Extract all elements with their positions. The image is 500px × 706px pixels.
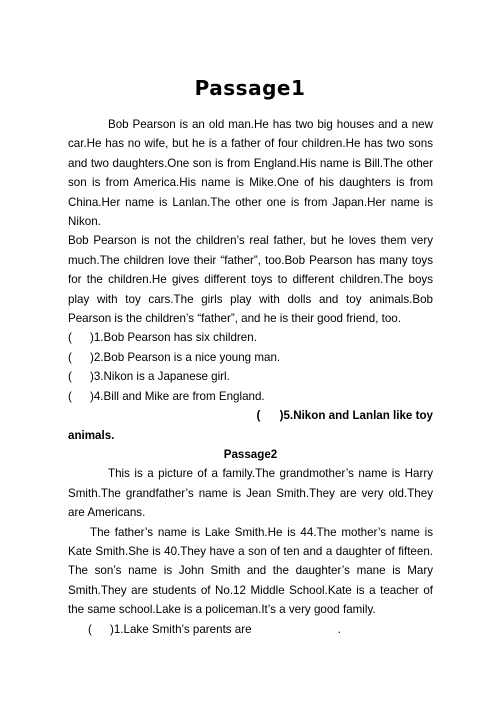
passage1-paragraph-2: Bob Pearson is not the children’s real father, but he loves them very much.The children love their “father”, too.Bob Pearson has many toys for the children.He gives different toys to different children.The boys play with toy cars.The girls play with dolls and toy animals.Bob Pearson is the children’s “father”, and he is their good friend, too. xyxy=(68,234,433,326)
question-text: )1.Lake Smith’s parents are xyxy=(110,622,252,636)
answer-paren[interactable]: ( xyxy=(68,331,72,345)
question-1 xyxy=(68,328,433,347)
passage2-paragraph-2: The father’s name is Lake Smith.He is 44.The mother’s name is Kate Smith.She is 40.They have a son of ten and a daughter of fifteen. The son’s name is John Smith and the daughter’s mane is Mary Smith.They are students of No.12 Middle School.Kate is a teacher of the same school.Lake is a policeman.It’s a very good family. xyxy=(68,525,433,617)
document-body xyxy=(68,115,433,639)
answer-paren[interactable]: ( xyxy=(68,389,72,403)
answer-paren[interactable]: ( xyxy=(88,622,92,636)
passage1-paragraph-1: Bob Pearson is an old man.He has two big houses and a new car.He has no wife, but he is a father of four children.He has two sons and two daughters.One son is from England.His name is Bill.The other son is from America.His name is Mike.One of his daughters is from China.Her name is Lanlan.The other one is from Japan.Her name is Nikon. xyxy=(68,118,433,229)
question-text: )2.Bob Pearson is a nice young man. xyxy=(90,350,281,364)
question-5-continuation: animals. xyxy=(68,428,115,442)
answer-paren[interactable]: ( xyxy=(68,370,72,384)
answer-paren[interactable]: ( xyxy=(68,350,72,364)
question-4 xyxy=(68,387,433,406)
question-end: . xyxy=(337,622,341,636)
passage2-title: Passage2 xyxy=(223,447,278,461)
passage1-title: Passage1 xyxy=(194,76,306,100)
question-2 xyxy=(68,348,433,367)
passage2-question-1 xyxy=(68,620,433,639)
question-text: )4.Bill and Mike are from England. xyxy=(90,389,265,403)
question-text: )3.Nikon is a Japanese girl. xyxy=(90,370,230,384)
passage2-paragraph-1: This is a picture of a family.The grandmother’s name is Harry Smith.The grandfather’s name is Jean Smith.They are very old.They are Americans. xyxy=(68,467,433,520)
question-text: )1.Bob Pearson has six children. xyxy=(90,331,257,345)
question-5: ( )5.Nikon and Lanlan like toy xyxy=(256,409,433,423)
question-3 xyxy=(68,367,433,386)
